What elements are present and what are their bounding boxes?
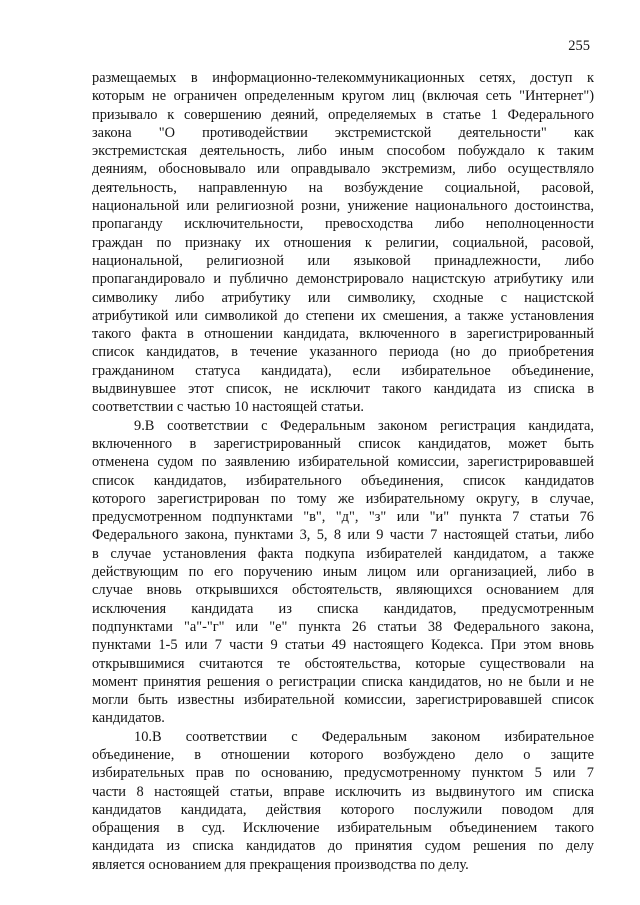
text-line: кандидатов кандидата, действия которого послужили поводом для (92, 801, 594, 818)
text-line: включенного в зарегистрированный список кандидатов, может быть (92, 435, 594, 452)
text-line: соответствии с частью 10 настоящей статьи. (92, 399, 364, 416)
text-line: список кандидатов, избирательного объединения, список кандидатов (92, 472, 594, 489)
text-line: такого факта в отношении кандидата, включенного в зарегистрированный (92, 326, 594, 343)
text-line: призывало к совершению деяний, определяемых в статье 1 Федерального (92, 106, 594, 123)
text-line: является основанием для прекращения производства по делу. (92, 856, 469, 873)
text-line: национальной, религиозной или языковой принадлежности, либо (92, 252, 594, 269)
text-line: части 8 настоящей статьи, вправе исключить из выдвинутого им списка (92, 783, 594, 800)
text-line: обращения в суд. Исключение избирательным объединением такого (92, 820, 594, 837)
text-line: открывшимися считаются те обстоятельства, которые существовали на (92, 655, 594, 672)
text-line: пропагандировало и публично демонстрировало нацистскую атрибутику или (92, 271, 594, 288)
page-number: 255 (568, 38, 590, 54)
text-line: которого зарегистрирован по тому же избирательному округу, в случае, (92, 490, 594, 507)
text-line: размещаемых в информационно-телекоммуникационных сетях, доступ к (92, 70, 594, 86)
text-line: которым не ограничен определенным кругом лиц (включая сеть "Интернет") (92, 88, 594, 105)
text-line: символику либо атрибутику или символику, сходные с нацистской (92, 289, 594, 306)
text-line: экстремистская деятельность, либо иным способом побуждало к таким (92, 143, 594, 160)
text-line: выдвинувшее этот список, не исключит такого кандидата из списка в (92, 381, 594, 398)
text-line: список кандидатов, в течение указанного периода (но до приобретения (92, 344, 594, 361)
text-line: пропаганду исключительности, превосходства либо неполноценности (92, 216, 594, 233)
text-line: деятельность, направленную на возбуждение социальной, расовой, (92, 179, 594, 196)
text-line: закона "О противодействии экстремистской деятельности" как (92, 124, 594, 141)
text-line: пунктами 1-5 или 7 части 9 статьи 49 настоящего Кодекса. При этом вновь (92, 637, 594, 654)
text-line: могли быть известны избирательной комиссии, зарегистрировавшей список (92, 692, 594, 709)
text-line: атрибутикой или символикой до степени их смешения, а также установления (92, 307, 594, 324)
text-line: кандидата из списка кандидатов до принятия судом решения по делу (92, 838, 594, 855)
text-line: избирательных прав по основанию, предусмотренному пунктом 5 или 7 (92, 765, 594, 782)
text-line: отменена судом по заявлению избирательной комиссии, зарегистрировавшей (92, 454, 594, 471)
text-line: исключения кандидата из списка кандидатов, предусмотренным (92, 600, 594, 617)
paragraph (92, 69, 594, 417)
text-line: граждан по признаку их отношения к религии, социальной, расовой, (92, 234, 594, 251)
text-line: действующим по его поручению иным лицом или организацией, либо в (92, 564, 594, 581)
text-line: в случае установления факта подкупа избирателей кандидатом, а также (92, 545, 594, 562)
text-line: предусмотренном подпунктами "в", "д", "з" или "и" пункта 7 статьи 76 (92, 509, 594, 526)
document-body (92, 69, 594, 874)
text-line: Федерального закона, пунктами 3, 5, 8 или 9 части 7 настоящей статьи, либо (92, 527, 594, 544)
text-line: деяниям, обосновывало или оправдывало экстремизм, либо осуществляло (92, 161, 594, 178)
text-line: кандидатов. (92, 710, 165, 727)
text-line: 9.В соответствии с Федеральным законом регистрация кандидата, (134, 417, 594, 434)
text-line: национальной или религиозной розни, унижение национального достоинства, (92, 198, 594, 215)
paragraph (92, 728, 594, 874)
text-line: момент принятия решения о регистрации списка кандидатов, но не были и не (92, 673, 594, 690)
text-line: объединение, в отношении которого возбуждено дело о защите (92, 746, 594, 763)
text-line: гражданином статуса кандидата), если избирательное объединение, (92, 362, 594, 379)
text-line: подпунктами "а"-"г" или "е" пункта 26 статьи 38 Федерального закона, (92, 618, 594, 635)
text-line: случае вновь открывшихся обстоятельств, являющихся основанием для (92, 582, 594, 599)
paragraph (92, 417, 594, 728)
text-line: 10.В соответствии с Федеральным законом избирательное (134, 728, 594, 745)
